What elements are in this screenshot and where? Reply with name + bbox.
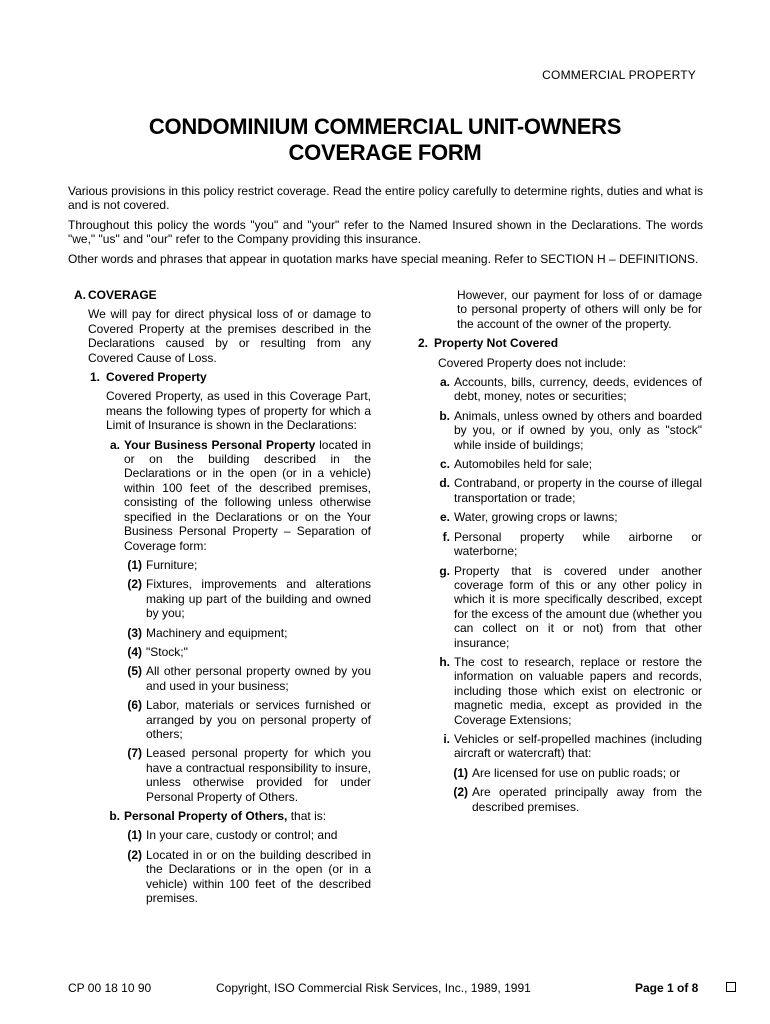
- checkbox-square-icon: [726, 982, 736, 992]
- list-item-marker: (2): [127, 577, 142, 592]
- intro-paragraph-3: Other words and phrases that appear in quotation marks have special meaning. Refer to SECTION H – DEFINITIONS.: [68, 251, 699, 266]
- item-1-text: Covered Property, as used in this Coverage Part, means the following types of property for which a Limit of Insurance is shown in the Declarations:: [106, 389, 371, 433]
- list-item: [436, 476, 702, 505]
- item-2-marker: 2.: [417, 336, 428, 351]
- list-item-text: Leased personal property for which you have a contractual responsibility to insure, unless otherwise provided for under Personal Property of Others.: [146, 746, 371, 804]
- item-1-heading: [88, 370, 371, 384]
- list-item-text: Animals, unless owned by others and boarded by you, or if owned by you, only as "stock" while inside of buildings;: [454, 408, 702, 452]
- list-item-marker: a.: [439, 375, 450, 390]
- list-item: [436, 655, 702, 727]
- list-item-text: Are licensed for use on public roads; or: [472, 765, 681, 780]
- running-header: COMMERCIAL PROPERTY: [542, 68, 696, 82]
- list-item-text: The cost to research, replace or restore the information on valuable papers and records, including those which exist on electronic or magnetic media, except as provided in the Coverage Extensions;: [454, 654, 702, 727]
- list-item-marker: d.: [439, 476, 450, 491]
- list-item-marker: (3): [127, 625, 142, 640]
- list-item-text: Contraband, or property in the course of illegal transportation or trade;: [454, 476, 702, 505]
- list-item-text: Fixtures, improvements and alterations making up part of the building and owned by you;: [146, 577, 371, 621]
- list-item-marker: f.: [442, 529, 450, 544]
- list-item-marker: (7): [127, 746, 142, 761]
- item-1a: [106, 438, 371, 553]
- list-item: [436, 457, 702, 471]
- item-1a-list: [124, 558, 371, 804]
- list-item-text: Property that is covered under another coverage form of this or any other policy in which it is more specifically described, except for the excess of the amount due (whether you can collect on it or not) from that other insurance;: [454, 563, 702, 650]
- form-title: [0, 114, 770, 166]
- list-item-marker: i.: [443, 731, 450, 746]
- list-item-marker: (1): [127, 557, 142, 572]
- list-item: [436, 375, 702, 404]
- item-2i-list: [450, 766, 702, 814]
- section-a-heading: [68, 288, 371, 302]
- intro-paragraph-1: Various provisions in this policy restrict coverage. Read the entire policy carefully to determine rights, duties and what is and is not covered.: [68, 184, 703, 213]
- right-column: [416, 288, 702, 819]
- list-item: [450, 785, 702, 814]
- list-item-text: Furniture;: [146, 557, 198, 572]
- list-item: [124, 577, 371, 620]
- list-item: [124, 746, 371, 804]
- section-a-title: COVERAGE: [88, 288, 157, 302]
- list-item: [436, 732, 702, 761]
- list-item-text: Automobiles held for sale;: [454, 457, 593, 472]
- list-item-marker: (5): [127, 664, 142, 679]
- item-2-text: Covered Property does not include:: [438, 355, 627, 370]
- list-item-text: "Stock;": [146, 644, 188, 659]
- list-item-marker: b.: [439, 408, 450, 423]
- list-item: [124, 828, 371, 842]
- list-item: [436, 510, 702, 524]
- list-item-text: Located in or on the building described in the Declarations or in the open (or in a vehicle) within 100 feet of the described premises.: [146, 847, 371, 906]
- item-1a-text: located in or on the building described in the Declarations or in the open (or in a vehicle) within 100 feet of the described premises, consisting of the following unless otherwise specified in the Declarations or on the Your Business Personal Property – Separation of Coverage form:: [124, 437, 371, 553]
- item-2-list: [436, 375, 702, 761]
- list-item-text: Water, growing crops or lawns;: [454, 510, 618, 525]
- item-1-title: Covered Property: [106, 370, 207, 385]
- list-item-marker: e.: [439, 510, 450, 525]
- item-1a-marker: a.: [109, 437, 120, 452]
- list-item-text: Vehicles or self-propelled machines (including aircraft or watercraft) that:: [454, 731, 702, 761]
- item-1b-marker: b.: [109, 809, 120, 823]
- list-item-text: In your care, custody or control; and: [146, 828, 338, 843]
- list-item-marker: (1): [453, 765, 468, 780]
- list-item-text: Personal property while airborne or waterborne;: [454, 529, 702, 559]
- item-1b-continuation: However, our payment for loss of or damage to personal property of others will only be for the account of the owner of the property.: [457, 288, 702, 331]
- list-item: [436, 530, 702, 559]
- list-item-marker: (6): [127, 698, 142, 713]
- list-item: [436, 564, 702, 650]
- list-item: [124, 645, 371, 659]
- list-item: [436, 409, 702, 452]
- section-a-text: We will pay for direct physical loss of or damage to Covered Property at the premises described in the Declarations caused by or resulting from any Covered Cause of Loss.: [88, 307, 371, 365]
- list-item-marker: h.: [439, 654, 450, 669]
- item-1-marker: 1.: [89, 370, 100, 385]
- introduction: [68, 184, 703, 271]
- list-item-marker: (2): [453, 785, 468, 800]
- list-item-text: Labor, materials or services furnished or arranged by you on personal property of others;: [146, 698, 371, 741]
- intro-paragraph-2: Throughout this policy the words "you" and "your" refer to the Named Insured shown in the Declarations. The words "we," "us" and "our" refer to the Company providing this insurance.: [68, 217, 703, 247]
- list-item: [124, 848, 371, 906]
- list-item: [124, 558, 371, 572]
- item-1b-title: Personal Property of Others,: [124, 809, 288, 823]
- list-item-marker: c.: [439, 457, 450, 472]
- copyright-notice: Copyright, ISO Commercial Risk Services, Inc., 1989, 1991: [216, 981, 531, 995]
- item-1b-text: that is:: [287, 809, 327, 823]
- left-column: [68, 288, 371, 910]
- list-item: [450, 766, 702, 780]
- list-item: [124, 698, 371, 741]
- list-item-marker: (4): [127, 644, 142, 659]
- form-number: CP 00 18 10 90: [68, 981, 152, 995]
- item-2-heading: [416, 336, 702, 350]
- list-item-marker: (1): [127, 828, 142, 843]
- page-number: Page 1 of 8: [635, 981, 699, 995]
- item-1b: [106, 809, 371, 823]
- list-item-text: Accounts, bills, currency, deeds, evidences of debt, money, notes or securities;: [454, 375, 702, 404]
- item-2-title: Property Not Covered: [434, 336, 559, 351]
- form-title-line-2: COVERAGE FORM: [288, 140, 482, 165]
- list-item-marker: g.: [439, 563, 450, 578]
- item-1a-title: Your Business Personal Property: [124, 437, 316, 452]
- list-item-marker: (2): [127, 847, 142, 862]
- list-item-text: Are operated principally away from the described premises.: [472, 785, 702, 814]
- list-item: [124, 664, 371, 693]
- form-title-line-1: CONDOMINIUM COMMERCIAL UNIT-OWNERS: [148, 114, 622, 139]
- item-1b-list: [124, 828, 371, 905]
- list-item-text: All other personal property owned by you and used in your business;: [146, 664, 371, 693]
- list-item: [124, 626, 371, 640]
- section-a-marker: A.: [74, 288, 86, 302]
- list-item-text: Machinery and equipment;: [146, 625, 288, 640]
